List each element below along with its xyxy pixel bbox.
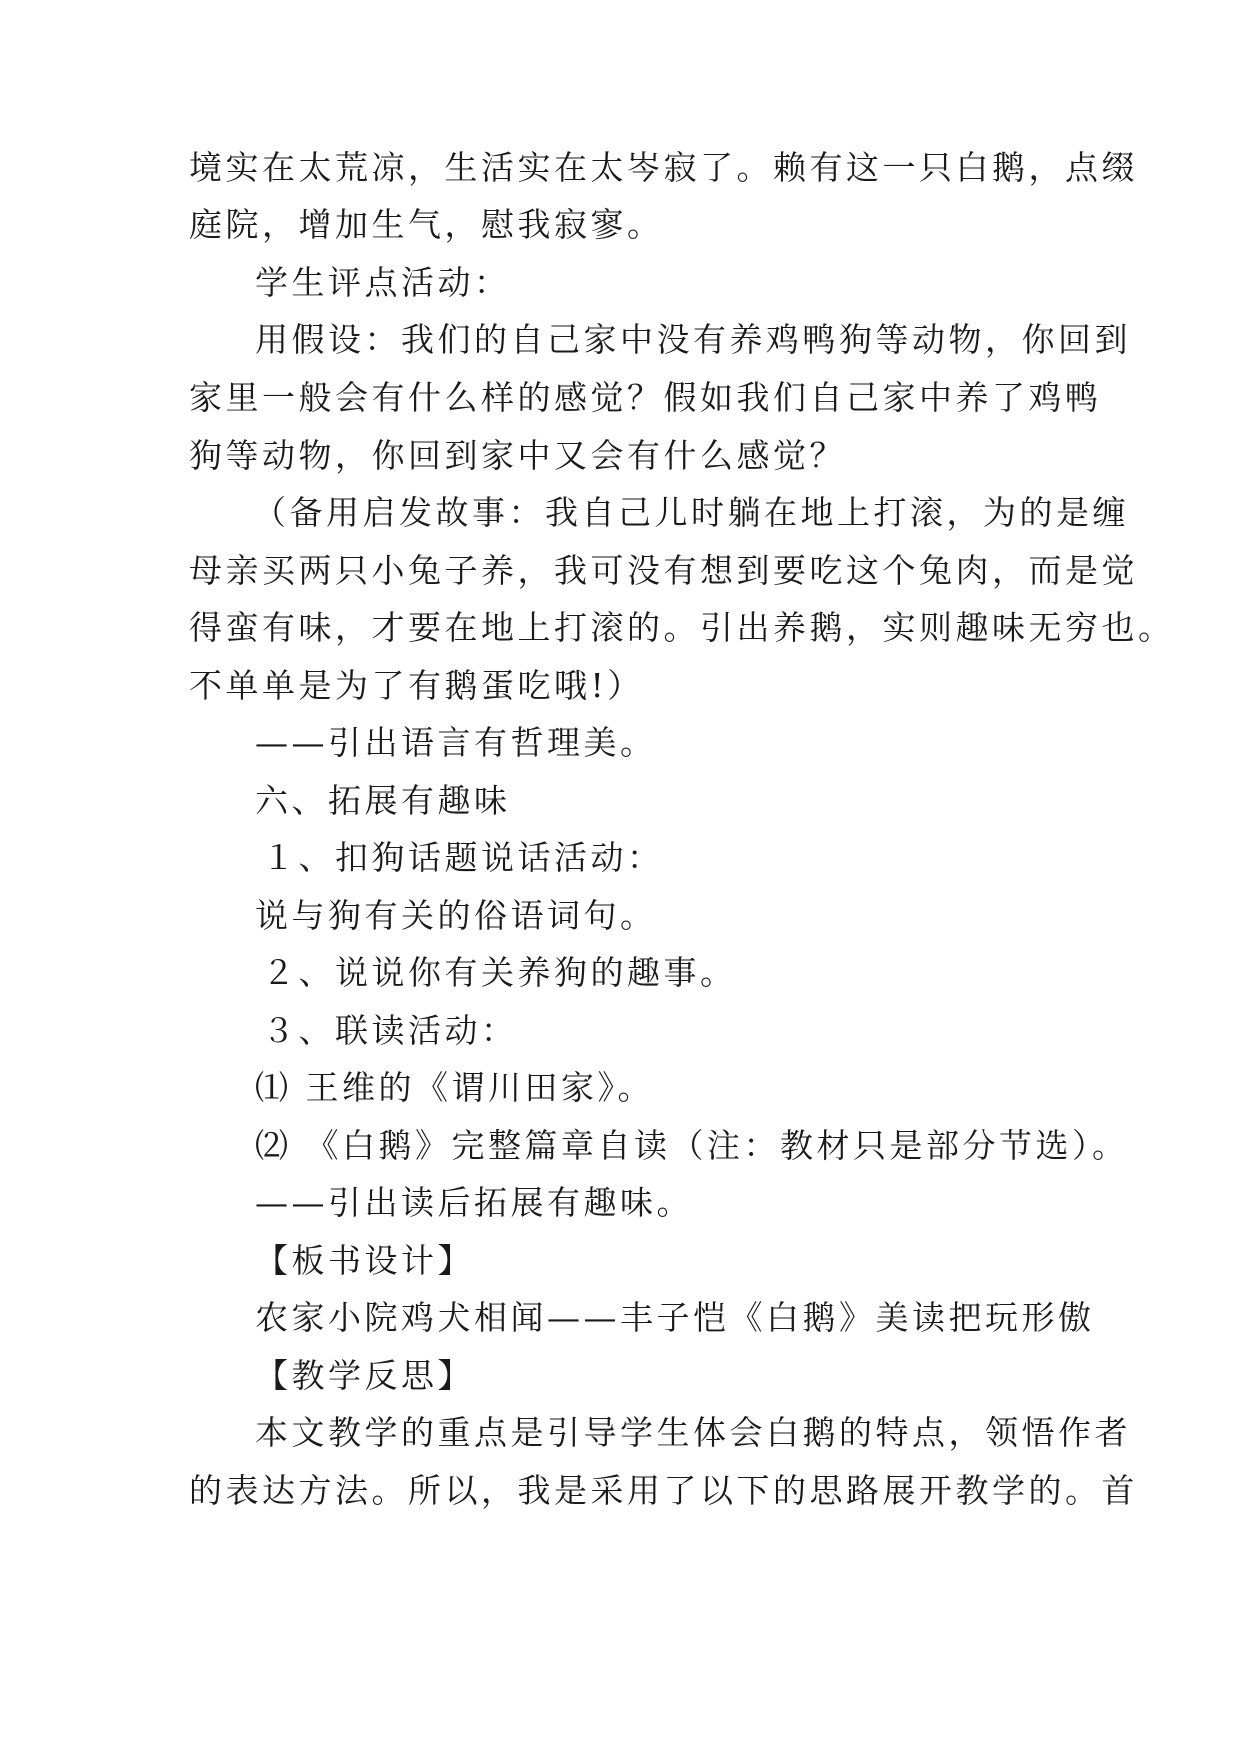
paragraph-line: 庭院，增加生气，慰我寂寥。	[189, 205, 664, 244]
list-item: １、扣狗话题说话活动：	[262, 838, 664, 877]
list-item: ⑵ 《白鹅》完整篇章自读（注：教材只是部分节选）。	[255, 1126, 1129, 1165]
paragraph-line: 境实在太荒凉，生活实在太岑寂了。赖有这一只白鹅，点缀	[189, 148, 1138, 187]
list-item: ３、联读活动：	[262, 1011, 518, 1050]
section-heading: 【板书设计】	[255, 1241, 474, 1280]
paragraph-line: 母亲买两只小兔子养，我可没有想到要吃这个兔肉，而是觉	[189, 551, 1138, 590]
paragraph-line: （备用启发故事：我自己儿时躺在地上打滚，为的是缠	[253, 493, 1129, 532]
paragraph-line: ——引出读后拓展有趣味。	[255, 1183, 693, 1222]
paragraph-line: 用假设：我们的自己家中没有养鸡鸭狗等动物，你回到	[255, 320, 1131, 359]
paragraph-line: 得蛮有味，才要在地上打滚的。引出养鹅，实则趣味无穷也。	[189, 608, 1175, 647]
section-heading: 【教学反思】	[255, 1356, 474, 1395]
paragraph-line: 狗等动物，你回到家中又会有什么感觉？	[189, 436, 846, 475]
paragraph-line: 本文教学的重点是引导学生体会白鹅的特点，领悟作者	[255, 1413, 1131, 1452]
section-heading: 学生评点活动：	[255, 263, 511, 302]
paragraph-line: 说与狗有关的俗语词句。	[255, 896, 657, 935]
paragraph-line: 家里一般会有什么样的感觉？假如我们自己家中养了鸡鸭	[189, 378, 1102, 417]
paragraph-line: 农家小院鸡犬相闻——丰子恺《白鹅》美读把玩形傲	[255, 1298, 1095, 1337]
list-item: ⑴ 王维的《谓川田家》。	[255, 1068, 654, 1107]
paragraph-line: 不单单是为了有鹅蛋吃哦!）	[189, 666, 644, 705]
paragraph-line: ——引出语言有哲理美。	[255, 723, 657, 762]
list-item: ２、说说你有关养狗的趣事。	[262, 953, 737, 992]
paragraph-line: 的表达方法。所以，我是采用了以下的思路展开教学的。首	[189, 1471, 1138, 1510]
section-heading: 六、拓展有趣味	[255, 781, 511, 820]
